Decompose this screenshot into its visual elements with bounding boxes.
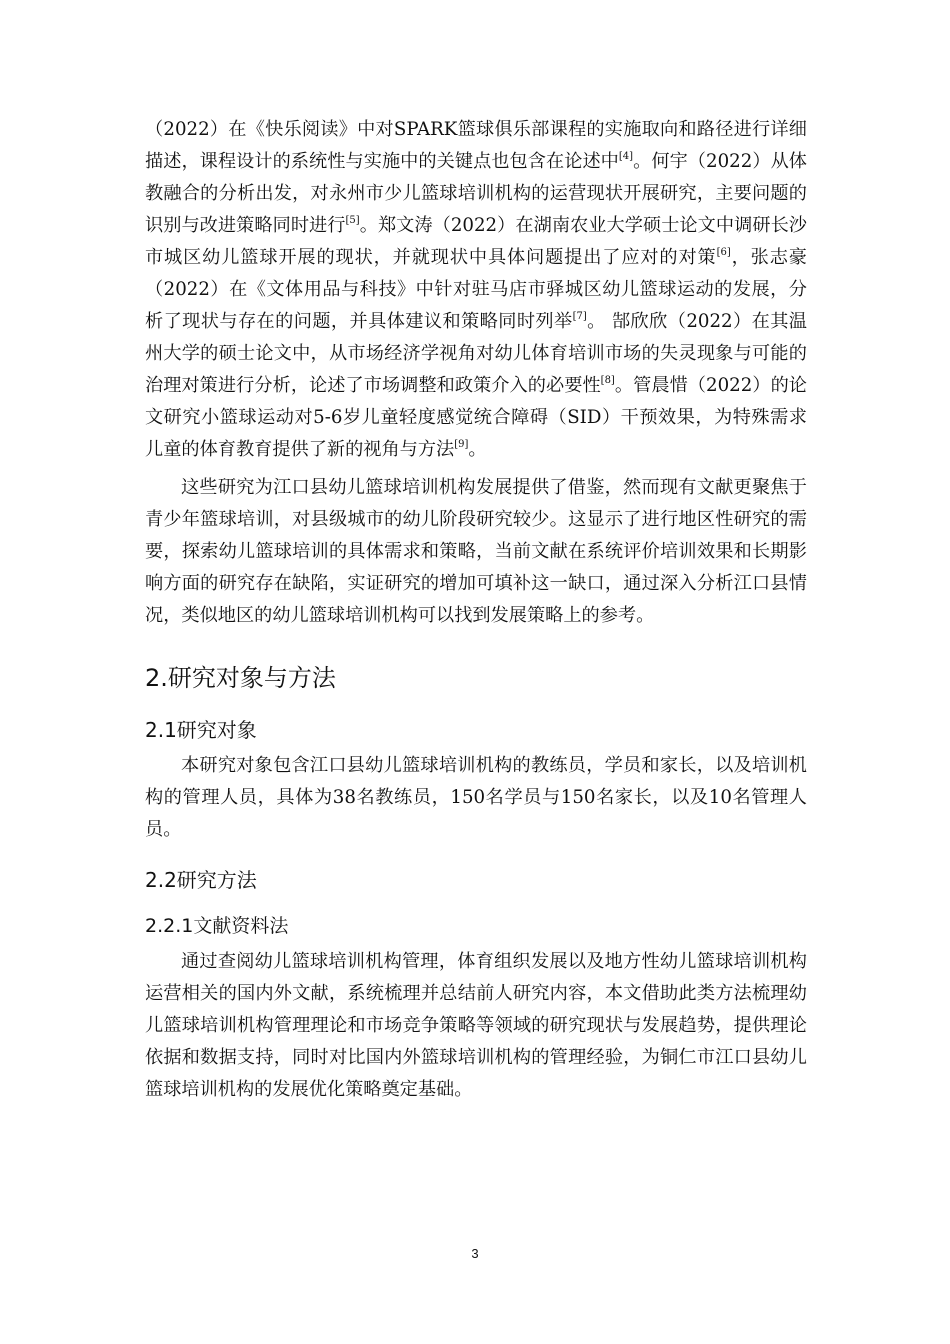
section-heading-2-2: 2.2研究方法 [145, 868, 257, 892]
citation-ref: [4] [618, 150, 634, 162]
summary-paragraph: 这些研究为江口县幼儿篮球培训机构发展提供了借鉴，然而现有文献更聚焦于青少年篮球培训，对县级城市的幼儿阶段研究较少。这显示了进行地区性研究的需要，探索幼儿篮球培训的具体需求和策略，当前文献在系统评价培训效果和长期影响方面的研究存在缺陷，实证研究的增加可填补这一缺口，通过深入分析江口县情况，类似地区的幼儿篮球培训机构可以找到发展策略上的参考。 [145, 477, 807, 626]
section-heading-2-2-1: 2.2.1文献资料法 [145, 915, 289, 937]
research-object-paragraph: 本研究对象包含江口县幼儿篮球培训机构的教练员，学员和家长，以及培训机构的管理人员，具体为38名教练员，150名学员与150名家长，以及10名管理人员。 [145, 755, 807, 840]
citation-ref: [8] [600, 374, 615, 386]
text-span: 。郑文涛（2022）在湖南农业大学硕士论文中调研长沙市城区幼儿篮球开展的现状，并就现状中具体问题提出了应对的对策 [145, 215, 807, 268]
text-span: 。 [468, 439, 487, 460]
text-span: 。 郜欣欣（2022）在其温州大学的硕士论文中，从市场经济学视角对幼儿体育培训市场的失灵现象与可能的治理对策进行分析，论述了市场调整和政策介入的必要性 [145, 311, 807, 396]
citation-ref: [7] [572, 310, 587, 322]
page-content [145, 114, 807, 1106]
text-span: 。管晨惜（2022）的论文研究小篮球运动对5-6岁儿童轻度感觉统合障碍（SID）干预效果，为特殊需求儿童的体育教育提供了新的视角与方法 [145, 375, 807, 460]
page-number: 3 [471, 1246, 479, 1261]
literature-review-paragraph [145, 114, 807, 466]
citation-ref: [9] [454, 438, 469, 450]
citation-ref: [5] [345, 214, 360, 226]
section-heading-2-1: 2.1研究对象 [145, 718, 257, 742]
text-span: 。何宇（2022）从体教融合的分析出发，对永州市少儿篮球培训机构的运营现状开展研究，主要问题的识别与改进策略同时进行 [145, 151, 807, 236]
literature-method-paragraph: 通过查阅幼儿篮球培训机构管理，体育组织发展以及地方性幼儿篮球培训机构运营相关的国内外文献，系统梳理并总结前人研究内容，本文借助此类方法梳理幼儿篮球培训机构管理理论和市场竞争策略等领域的研究现状与发展趋势，提供理论依据和数据支持，同时对比国内外篮球培训机构的管理经验，为铜仁市江口县幼儿篮球培训机构的发展优化策略奠定基础。 [145, 951, 807, 1100]
citation-ref: [6] [716, 246, 731, 258]
text-span: ，张志豪（2022）在《文体用品与科技》中针对驻马店市驿城区幼儿篮球运动的发展，分析了现状与存在的问题，并具体建议和策略同时列举 [145, 247, 807, 332]
text-span: （2022）在《快乐阅读》中对SPARK篮球俱乐部课程的实施取向和路径进行详细描述，课程设计的系统性与实施中的关键点也包含在论述中 [145, 119, 807, 172]
section-heading-2: 2.研究对象与方法 [145, 664, 336, 692]
